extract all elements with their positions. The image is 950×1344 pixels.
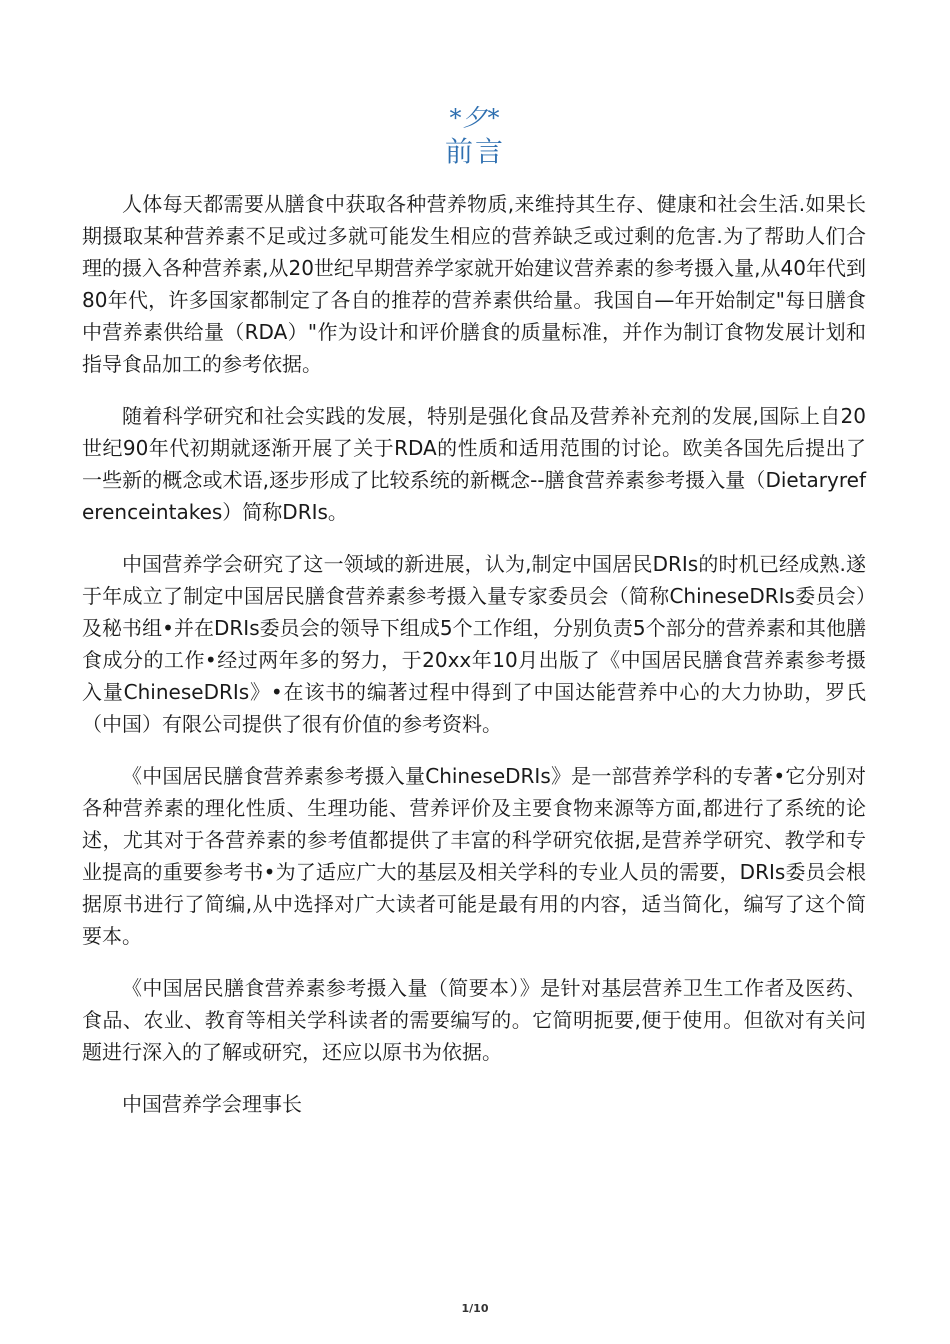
paragraph-5: 《中国居民膳食营养素参考摄入量（简要本）》是针对基层营养卫生工作者及医药、食品、农业、教育等相关学科读者的需要编写的。它简明扼要,便于使用。但欲对有关问题进行深入的了解或研究，还应以原书为依据。 xyxy=(82,976,866,1064)
paragraph-4: 《中国居民膳食营养素参考摄入量ChineseDRIs》是一部营养学科的专著•它分别对各种营养素的理化性质、生理功能、营养评价及主要食物来源等方面,都进行了系统的论述，尤其对于各营养素的参考值都提供了丰富的科学研究依据,是营养学研究、教学和专业提高的重要参考书•为了适应广大的基层及相关学科的专业人员的需要，DRIs委员会根据原书进行了简编,从中选择对广大读者可能是最有用的内容，适当简化，编写了这个简要本。 xyxy=(82,764,866,948)
title-ornament: *夕* xyxy=(449,104,501,132)
paragraph-2: 随着科学研究和社会实践的发展，特别是强化食品及营养补充剂的发展,国际上自20世纪90年代初期就逐渐开展了关于RDA的性质和适用范围的讨论。欧美各国先后提出了一些新的概念或术语,逐步形成了比较系统的新概念--膳食营养素参考摄入量（Dietaryreferenceintakes）简称DRIs。 xyxy=(82,404,866,524)
page-title: 前言 xyxy=(444,135,505,168)
signature: 中国营养学会理事长 xyxy=(122,1092,302,1116)
paragraph-1: 人体每天都需要从膳食中获取各种营养物质,来维持其生存、健康和社会生活.如果长期摄取某种营养素不足或过多就可能发生相应的营养缺乏或过剩的危害.为了帮助人们合理的摄入各种营养素,从20世纪早期营养学家就开始建议营养素的参考摄入量,从40年代到80年代，许多国家都制定了各自的推荐的营养素供给量。我国自—年开始制定"每日膳食中营养素供给量（RDA）"作为设计和评价膳食的质量标准，并作为制订食物发展计划和指导食品加工的参考依据。 xyxy=(82,192,866,376)
paragraph-3: 中国营养学会研究了这一领域的新进展，认为,制定中国居民DRIs的时机已经成熟.遂于年成立了制定中国居民膳食营养素参考摄入量专家委员会（简称ChineseDRIs委员会）及秘书组•并在DRIs委员会的领导下组成5个工作组，分别负责5个部分的营养素和其他膳食成分的工作•经过两年多的努力，于20xx年10月出版了《中国居民膳食营养素参考摄入量ChineseDRIs》•在该书的编著过程中得到了中国达能营养中心的大力协助，罗氏（中国）有限公司提供了很有价值的参考资料。 xyxy=(82,552,866,736)
body-text xyxy=(82,188,866,1120)
page-number: 1/10 xyxy=(461,1302,489,1315)
